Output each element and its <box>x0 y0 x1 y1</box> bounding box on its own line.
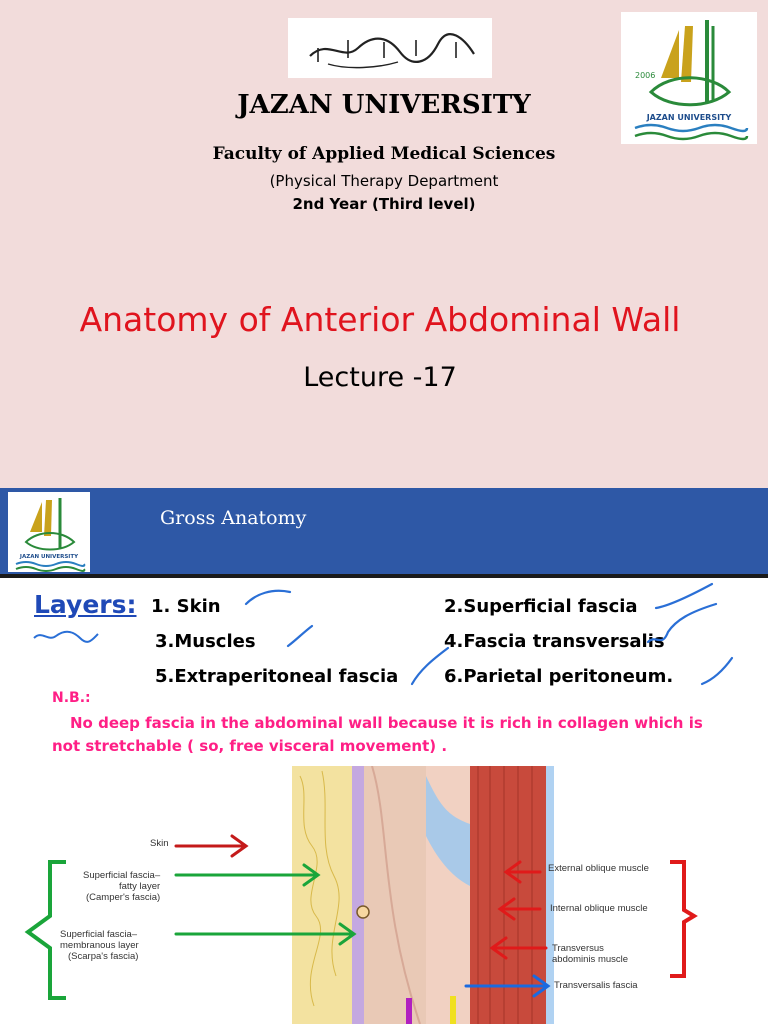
study-year: 2nd Year (Third level) <box>292 195 476 213</box>
note-text: No deep fascia in the abdominal wall because it is rich in collagen which is not stretchable ( so, free visceral movement) . <box>52 714 703 755</box>
layer-item-skin: 1. Skin <box>151 596 221 617</box>
section-title: Gross Anatomy <box>160 507 307 529</box>
layer-item-muscles: 3.Muscles <box>155 631 256 652</box>
note-label: N.B.: <box>52 690 91 706</box>
jazan-university-logo-small <box>8 492 90 572</box>
label-superficial-fascia-fatty: Superficial fascia– fatty layer (Camper's fascia) <box>83 870 161 903</box>
svg-text:JAZAN UNIVERSITY: JAZAN UNIVERSITY <box>646 113 732 122</box>
jazan-university-logo <box>621 12 757 144</box>
lecture-title: Anatomy of Anterior Abdominal Wall <box>79 300 681 339</box>
divider <box>0 574 768 578</box>
bismillah-calligraphy <box>288 18 492 78</box>
label-internal-oblique: Internal oblique muscle <box>550 903 648 914</box>
svg-text:JAZAN UNIVERSITY: JAZAN UNIVERSITY <box>19 554 79 560</box>
svg-text:2006: 2006 <box>635 71 656 80</box>
label-skin: Skin <box>150 838 169 849</box>
label-transversus-abdominis: Transversus abdominis muscle <box>552 943 629 965</box>
lecture-number: Lecture -17 <box>303 362 457 393</box>
label-external-oblique: External oblique muscle <box>548 863 649 874</box>
faculty-name: Faculty of Applied Medical Sciences <box>212 144 556 164</box>
layer-item-parietal-peritoneum: 6.Parietal peritoneum. <box>444 666 674 687</box>
department: (Physical Therapy Department <box>269 172 499 190</box>
layer-item-extraperitoneal-fascia: 5.Extraperitoneal fascia <box>155 666 399 687</box>
handwritten-checkmarks <box>0 580 768 690</box>
layer-item-fascia-transversalis: 4.Fascia transversalis <box>444 631 665 652</box>
university-name: JAZAN UNIVERSITY <box>237 90 531 120</box>
label-superficial-fascia-membranous: Superficial fascia– membranous layer (Scarpa's fascia) <box>60 929 139 962</box>
label-transversalis-fascia: Transversalis fascia <box>554 980 638 991</box>
section-header-band <box>0 488 768 574</box>
layer-item-superficial-fascia: 2.Superficial fascia <box>444 596 638 617</box>
abdominal-wall-diagram <box>0 766 768 1024</box>
layers-heading: Layers: <box>34 590 137 619</box>
